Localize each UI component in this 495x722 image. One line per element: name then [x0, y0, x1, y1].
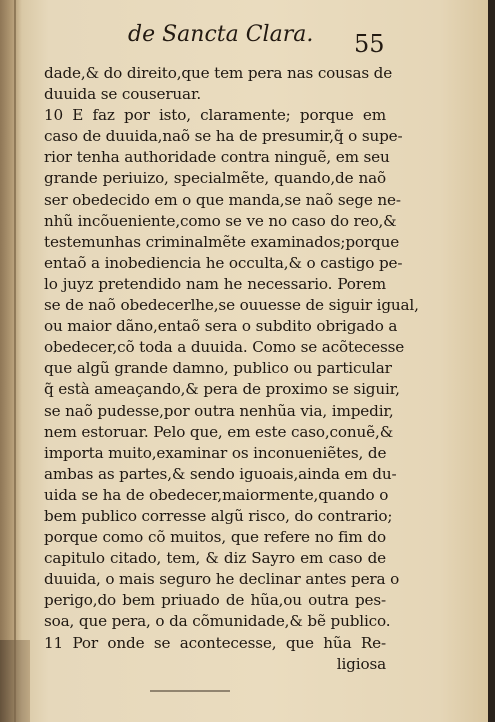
running-head: de Sancta Clara.	[128, 22, 314, 47]
text-line: porque como cõ muitos, que refere no fim do	[44, 528, 386, 547]
text-line: duuida se couseruar.	[44, 85, 202, 104]
text-line: 10 E faz por isto, claramente; porque em	[44, 106, 386, 125]
text-line: testemunhas criminalmẽte examinados;porque	[44, 232, 400, 251]
text-line: ou maior dãno,entaõ sera o subdito obrigado a	[44, 317, 398, 336]
text-line: perigo,do bem priuado de hũa,ou outra pes-	[44, 591, 386, 610]
text-line: nhũ incõueniente,como se ve no caso do reo,&	[44, 211, 397, 230]
text-line: se de naõ obedecerlhe,se ouuesse de siguir igual,	[44, 296, 419, 315]
gutter-fold-line	[14, 0, 16, 722]
text-line: rior tenha authoridade contra ninguẽ, em seu	[44, 148, 390, 167]
text-line: caso de duuida,naõ se ha de presumir,q̃ o supe-	[44, 127, 403, 146]
catchword: ligiosa	[336, 654, 386, 673]
text-line: bem publico corresse algũ risco, do contrario;	[44, 506, 393, 525]
text-line: dade,& do direito,que tem pera nas cousas de	[44, 64, 393, 82]
text-line: entaõ a inobediencia he occulta,& o castigo pe-	[44, 253, 403, 272]
text-line: se naõ pudesse,por outra nenhũa via, impedir,	[44, 401, 394, 420]
text-line: capitulo citado, tem, & diz Sayro em caso de	[44, 549, 386, 568]
body-text	[44, 63, 419, 675]
text-line: obedecer,cõ toda a duuida. Como se acõtecesse	[44, 338, 405, 357]
text-line: q̃ està ameaçando,& pera de proximo se siguir,	[44, 380, 400, 399]
text-line: nem estoruar. Pelo que, em este caso,conuẽ,&	[44, 422, 394, 441]
text-line: duuida, o mais seguro he declinar antes pera o	[44, 570, 400, 589]
page-edge-shadow	[0, 640, 30, 722]
text-line: soa, que pera, o da cõmunidade,& bẽ publico.	[44, 612, 391, 631]
text-line: importa muito,examinar os inconueniẽtes, de	[44, 443, 387, 462]
text-line: uida se ha de obedecer,maiormente,quando o	[44, 485, 389, 504]
text-line: que algũ grande damno, publico ou particular	[44, 359, 392, 378]
bottom-mark	[150, 690, 230, 692]
page-gutter	[0, 0, 22, 722]
page-right-edge	[488, 0, 495, 722]
text-line: ser obedecido em o que manda,se naõ sege ne-	[44, 190, 401, 209]
text-line: lo juyz pretendido nam he necessario. Porem	[44, 274, 386, 293]
page-number: 55	[354, 30, 385, 58]
text-line: ambas as partes,& sendo iguoais,ainda em du-	[44, 464, 397, 483]
text-line: 11 Por onde se acontecesse, que hũa Re-	[44, 633, 386, 652]
text-line: grande periuizo, specialmẽte, quando,de naõ	[44, 169, 386, 188]
